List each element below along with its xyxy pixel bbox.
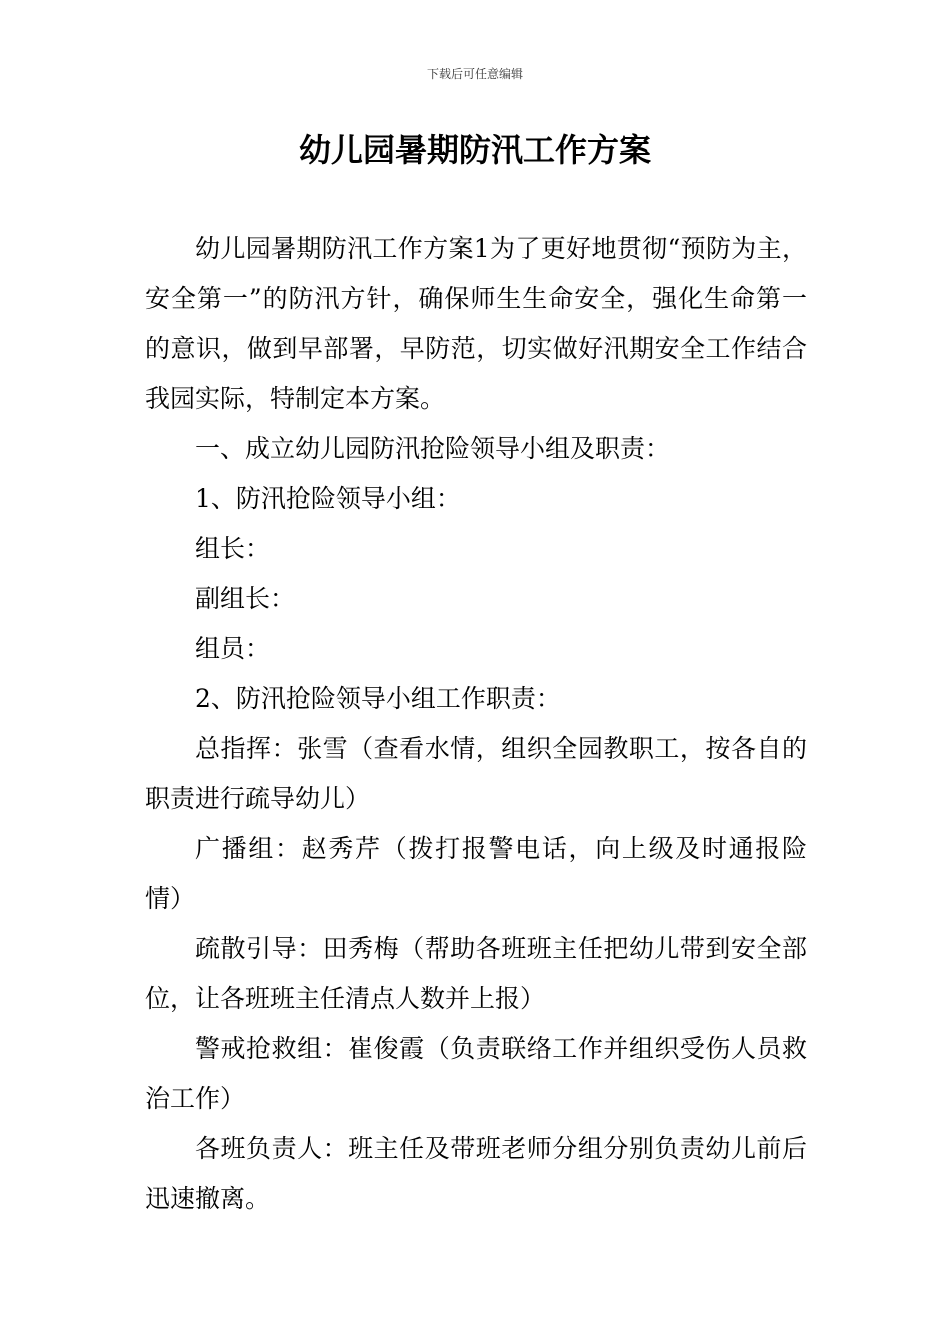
intro-paragraph: 幼儿园暑期防汛工作方案1为了更好地贯彻“预防为主，安全第一”的防汛方针，确保师生生命安全，强化生命第一的意识，做到早部署，早防范，切实做好汛期安全工作结合我园实际，特制定本方案。: [145, 234, 807, 413]
subsection-heading-2: 2、防汛抢险领导小组工作职责：: [195, 684, 561, 713]
team-leader-line: 组长：: [195, 534, 271, 563]
document-title: 幼儿园暑期防汛工作方案: [298, 131, 651, 169]
document-body: [145, 224, 807, 1224]
rescue-duty: 警戒抢救组：崔俊霞（负责联络工作并组织受伤人员救治工作）: [145, 1034, 807, 1113]
class-leaders-duty: 各班负责人：班主任及带班老师分组分别负责幼儿前后迅速撤离。: [145, 1134, 807, 1213]
section-heading-1: 一、成立幼儿园防汛抢险领导小组及职责：: [195, 434, 671, 463]
header-note: 下载后可任意编辑: [426, 67, 523, 81]
subsection-heading-1: 1、防汛抢险领导小组：: [195, 484, 461, 513]
broadcast-duty: 广播组：赵秀芹（拨打报警电话，向上级及时通报险情）: [145, 834, 807, 913]
commander-duty: 总指挥：张雪（查看水情，组织全园教职工，按各自的职责进行疏导幼儿）: [145, 734, 807, 813]
evacuation-duty: 疏散引导：田秀梅（帮助各班班主任把幼儿带到安全部位，让各班班主任清点人数并上报）: [145, 934, 807, 1013]
team-members-line: 组员：: [195, 634, 271, 663]
deputy-leader-line: 副组长：: [195, 584, 296, 613]
